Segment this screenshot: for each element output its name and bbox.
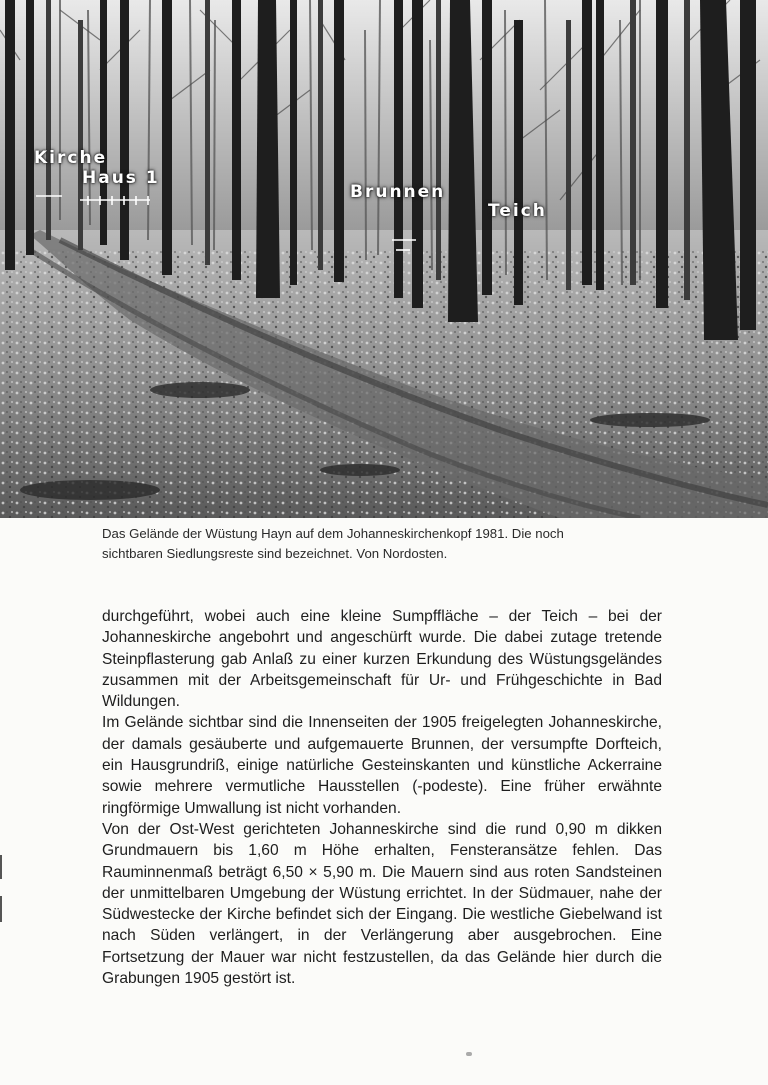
caption-line-1: Das Gelände der Wüstung Hayn auf dem Johanneskirchenkopf 1981. Die noch: [102, 526, 564, 541]
paragraph-2: Im Gelände sichtbar sind die Innenseiten der 1905 freigelegten Johanneskirche, der damals gesäuberte und aufgemauerte Brunnen, der versumpfte Dorfteich, ein Hausgrundriß, einige natürliche Gesteinskanten und künstliche Ackerraine sowie mehrere vermutliche Hausstellen (-podeste). Eine früher erwähnte ringförmige Umwallung ist nicht vorhanden.: [102, 714, 662, 817]
label-teich: Teich: [488, 201, 547, 221]
page-smudge: [466, 1052, 472, 1056]
forest-photo: [0, 0, 768, 518]
paragraph-1: durchgeführt, wobei auch eine kleine Sumpffläche – der Teich – bei der Johanneskirche angebohrt und angeschürft wurde. Die dabei zutage tretende Steinpflasterung gab Anlaß zu einer kurzen Erkundung des Wüstungsgeländes zusammen mit der Arbeitsgemeinschaft für Ur- und Frühgeschichte in Bad Wildungen.: [102, 608, 662, 711]
label-haus-1: Haus 1: [82, 168, 160, 188]
scan-edge-mark: [0, 896, 2, 922]
forest-illustration: [0, 0, 768, 518]
paragraph-3: Von der Ost-West gerichteten Johanneskirche sind die rund 0,90 m dikken Grundmauern bis 1,60 m Höhe erhalten, Fensteransätze fehlen. Das Rauminnenmaß beträgt 6,50 × 5,90 m. Die Mauern sind aus roten Sandsteinen der unmittelbaren Umgebung der Wüstung errichtet. In der Südmauer, nahe der Südwestecke der Kirche befindet sich der Eingang. Die westliche Giebelwand ist nach Süden verlängert, in der Verlängerung aber ausgebrochen. Eine Fortsetzung der Mauer war nicht festzustellen, da das Gelände hier durch die Grabungen 1905 gestört ist.: [102, 820, 662, 988]
photo-caption: [102, 524, 672, 564]
label-kirche: Kirche: [34, 148, 108, 168]
caption-line-2: sichtbaren Siedlungsreste sind bezeichnet. Von Nordosten.: [102, 546, 448, 561]
body-text: [102, 606, 662, 989]
scan-edge-mark: [0, 855, 2, 879]
label-brunnen: Brunnen: [350, 182, 446, 202]
